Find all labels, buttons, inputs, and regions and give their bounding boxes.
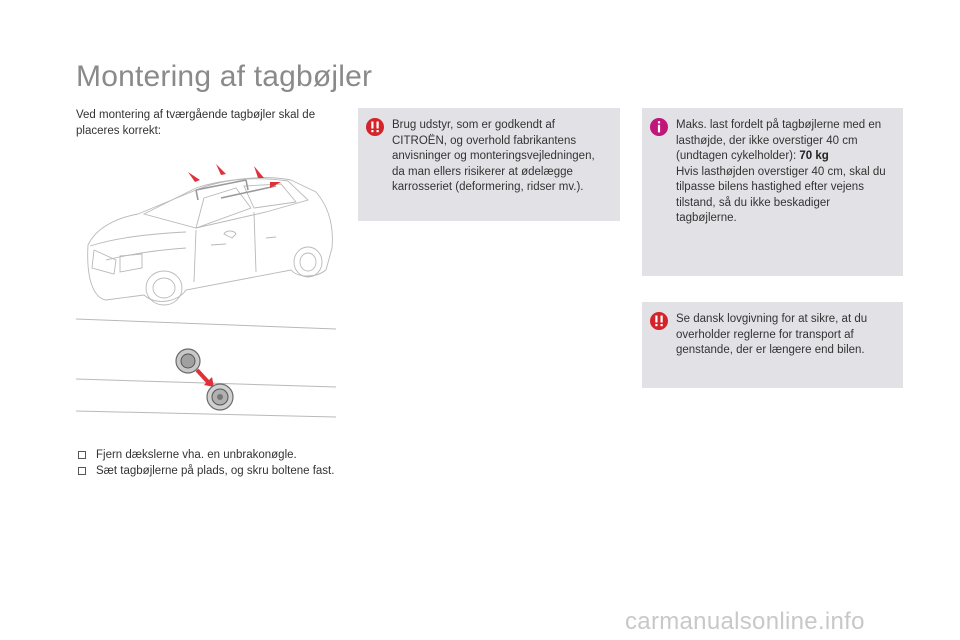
info-text [676, 118, 893, 227]
checkbox-icon [78, 451, 86, 459]
warning-box [358, 108, 620, 221]
max-load-value: 70 kg [799, 150, 829, 162]
instruction-steps [76, 448, 346, 479]
page-title: Montering af tagbøjler [76, 60, 373, 93]
roof-cover-illustration [76, 315, 346, 425]
step-text: Fjern dækslerne vha. en unbrakonøgle. [96, 449, 297, 461]
info-text-before: Maks. last fordelt på tagbøjlerne med en lasthøjde, der ikke overstiger 40 cm (undtagen cykelholder): [676, 119, 882, 162]
info-icon [650, 118, 668, 136]
warning-icon [650, 312, 668, 330]
legislation-text: Se dansk lovgivning for at sikre, at du overholder reglerne for transport af genstande, der er længere end bilen. [676, 313, 868, 356]
step-item [76, 464, 346, 480]
step-item [76, 448, 346, 464]
intro-text: Ved montering af tværgående tagbøjler skal de placeres korrekt: [76, 109, 316, 137]
legislation-box [642, 302, 903, 388]
warning-text: Brug udstyr, som er godkendt af CITROËN, og overhold fabrikantens anvisninger og monteringsvejledningen, da man ellers risikerer at ødelægge karrosseriet (deformering, ridser mv.). [392, 119, 595, 193]
warning-icon [366, 118, 384, 136]
step-text: Sæt tagbøjlerne på plads, og skru boltene fast. [96, 464, 335, 477]
checkbox-icon [78, 467, 86, 475]
watermark: carmanualsonline.info [625, 608, 865, 635]
car-roof-illustration [76, 150, 346, 325]
info-box [642, 108, 903, 276]
info-text-after: Hvis lasthøjden overstiger 40 cm, skal du tilpasse bilens hastighed efter vejens tilstand, så du ikke beskadiger tagbøjlerne. [676, 165, 886, 224]
